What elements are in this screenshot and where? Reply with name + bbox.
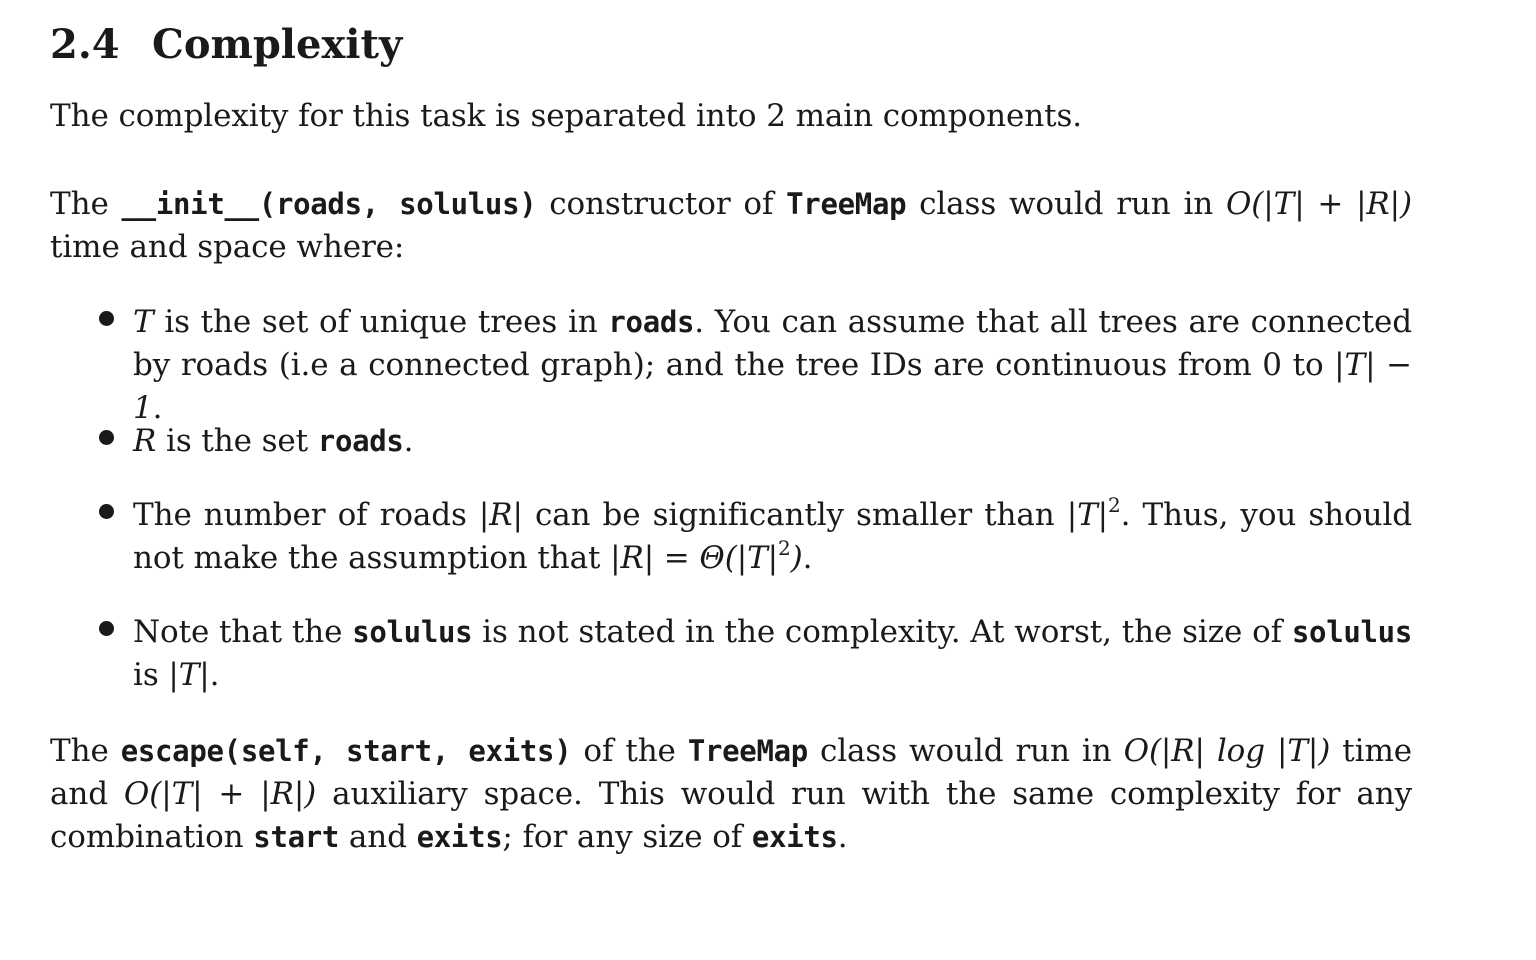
text-run: . You can assume that all trees are connected by roads (i.e a connected graph); and the tree IDs are continuous from 0 to (133, 304, 1412, 383)
math-t-abs: |T| (1066, 497, 1109, 533)
math-r-abs: |R| (478, 497, 523, 533)
math-t-abs: |T| (168, 657, 210, 693)
constructor-paragraph (50, 183, 1412, 269)
code-treemap: TreeMap (786, 187, 907, 221)
math-time-complexity: O(|R| log |T|) (1123, 733, 1331, 769)
text-run: The (50, 733, 121, 769)
text-run: . (152, 390, 163, 426)
code-exits: exits (416, 820, 503, 854)
text-run: . (802, 540, 813, 576)
text-run: The number of roads (133, 497, 479, 533)
code-escape-signature: escape(self, start, exits) (120, 734, 572, 768)
code-roads: roads (317, 424, 404, 458)
code-init-signature: __init__(roads, solulus) (121, 187, 537, 221)
intro-paragraph: The complexity for this task is separated into 2 main components. (50, 98, 1083, 134)
section-title: Complexity (152, 21, 403, 68)
math-theta: |R| = Θ(|T| (610, 540, 778, 576)
math-var-r: R (133, 423, 157, 459)
code-solulus: solulus (1291, 615, 1412, 649)
math-t-minus-one: |T| − 1 (133, 347, 1412, 426)
math-complexity: O(|T| + |R|) (1225, 186, 1412, 222)
math-var-t: T (133, 304, 154, 340)
text-run: constructor of (536, 186, 787, 222)
text-run: is the set (156, 423, 318, 459)
bullet-item-roads (133, 420, 1412, 463)
text-run: is not stated in the complexity. At worst, the size of (472, 614, 1292, 650)
text-run: ; for any size of (502, 819, 752, 855)
bullet-item-number-of-roads (133, 494, 1412, 580)
text-run: Note that the (133, 614, 353, 650)
code-start: start (253, 820, 340, 854)
text-run: . (403, 423, 414, 459)
text-run: . Thus, you should not make the assumption that (133, 497, 1413, 576)
text-run: can be significantly smaller than (522, 497, 1067, 533)
text-run: . (837, 819, 848, 855)
section-heading (50, 20, 402, 70)
text-run: of the (571, 733, 688, 769)
escape-paragraph (50, 730, 1412, 859)
text-run: class would run in (807, 733, 1124, 769)
text-run: is (133, 657, 169, 693)
math-exponent: 2 (778, 536, 791, 560)
code-exits: exits (751, 820, 838, 854)
math-paren: ) (790, 540, 803, 576)
bullet-icon (99, 504, 114, 519)
text-run: auxiliary space. This would run with the same complexity for any combination (50, 776, 1412, 855)
text-run: . (209, 657, 220, 693)
math-exponent: 2 (1108, 493, 1121, 517)
text-run: class would run in (906, 186, 1226, 222)
section-number: 2.4 (50, 21, 120, 68)
code-roads: roads (608, 305, 695, 339)
bullet-item-solulus (133, 611, 1412, 697)
text-run: and (339, 819, 417, 855)
text-run: time and (50, 733, 1412, 812)
text-run: The (50, 186, 122, 222)
code-solulus: solulus (352, 615, 473, 649)
bullet-icon (99, 621, 114, 636)
code-treemap: TreeMap (687, 734, 808, 768)
text-run: time and space where: (50, 229, 405, 265)
bullet-icon (99, 311, 114, 326)
math-space-complexity: O(|T| + |R|) (123, 776, 317, 812)
text-run: is the set of unique trees in (153, 304, 609, 340)
bullet-item-trees (133, 301, 1412, 430)
bullet-icon (99, 430, 114, 445)
